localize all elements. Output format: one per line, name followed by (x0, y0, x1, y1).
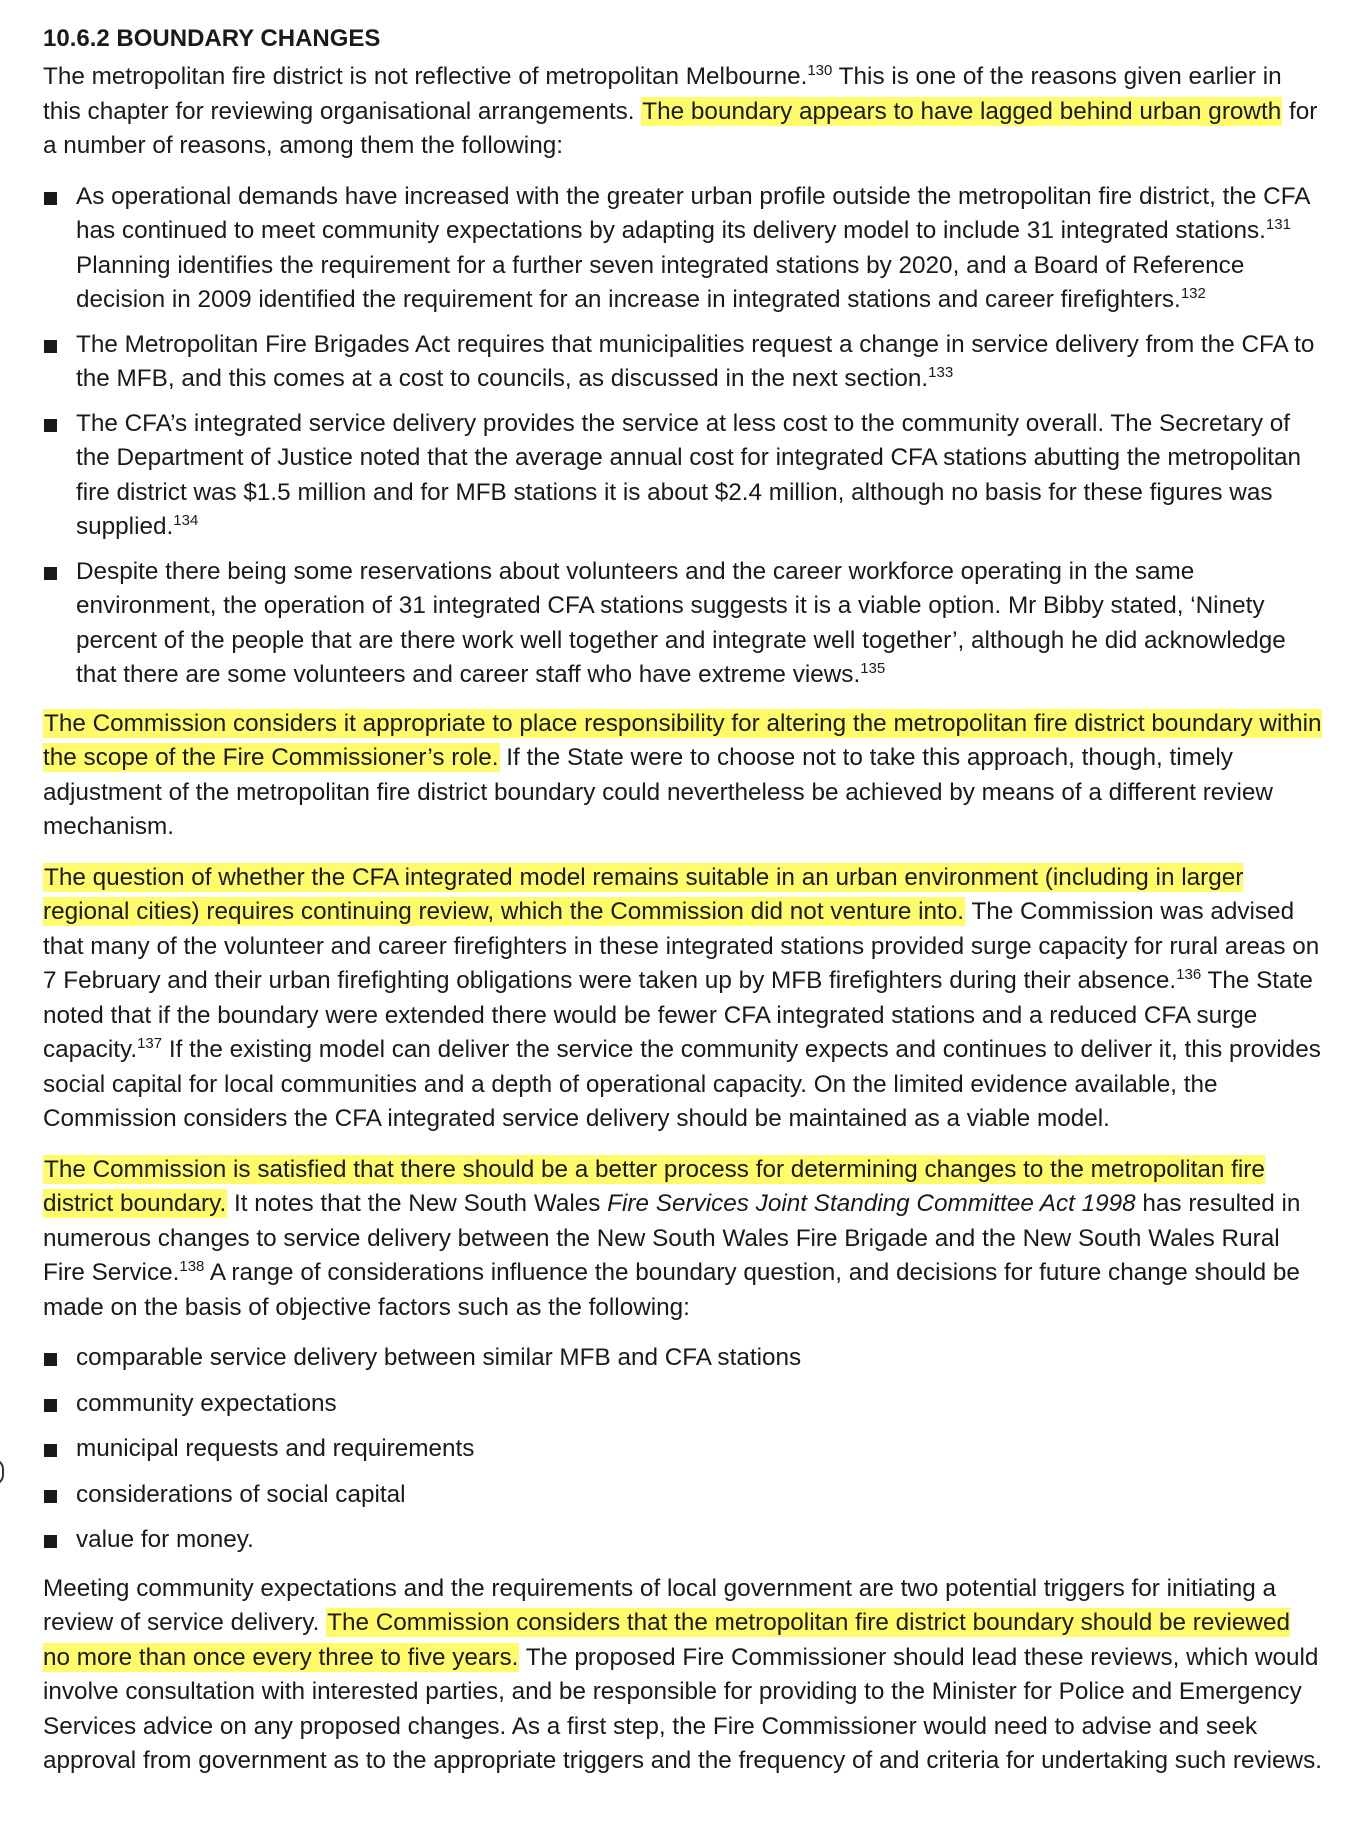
list-item: municipal requests and requirements (43, 1432, 1323, 1467)
footnote-ref[interactable]: 132 (1180, 285, 1206, 302)
section-title: BOUNDARY CHANGES (116, 25, 381, 52)
list-item: The Metropolitan Fire Brigades Act requires that municipalities request a change in service delivery from the CFA to the MFB, and this comes at a cost to councils, as discussed in the next section.$^{133}$ (43, 328, 1323, 397)
square-bullet-icon (44, 340, 57, 353)
square-bullet-icon (44, 1490, 57, 1503)
square-bullet-icon (44, 192, 57, 205)
factors-list (43, 1341, 1323, 1558)
paragraph-review-frequency: Meeting community expectations and the requirements of local government are two potential triggers for initiating a review of service delivery. The Commission considers that the metropolitan fire district boundary should be reviewed no more than once every three to five years. The proposed Fire Commissioner should lead these reviews, which would involve consultation with interested parties, and be responsible for providing to the Minister for Police and Emergency Services advice on any proposed changes. As a first step, the Fire Commissioner would need to advise and seek approval from government as to the appropriate triggers and the frequency of and criteria for undertaking such reviews. (43, 1574, 1322, 1774)
square-bullet-icon (44, 419, 57, 432)
reasons-list (43, 180, 1323, 693)
highlighted-text: The Commission considers that the metropolitan fire district boundary should be reviewed no more than once every three to five years. (43, 1609, 1291, 1671)
highlighted-text: The Commission is satisfied that there should be a better process for determining changes to the metropolitan fire district boundary. (43, 1155, 1265, 1217)
footnote-ref[interactable]: 134 (173, 512, 199, 529)
list-item: The CFA’s integrated service delivery provides the service at less cost to the community overall. The Secretary of the Department of Justice noted that the average annual cost for integrated CFA stations abutting the metropolitan fire district was $1.5 million and for MFB stations it is about $2.4 million, although no basis for these figures was supplied.$^{134}$ (43, 407, 1323, 545)
paragraph-intro: The metropolitan fire district is not reflective of metropolitan Melbourne.$^{130}$ This is one of the reasons given earlier in this chapter for reviewing organisational arrangements. The boundary appears to have lagged behind urban growth for a number of reasons, among them the following: (43, 62, 1318, 159)
list-item: As operational demands have increased with the greater urban profile outside the metropolitan fire district, the CFA has continued to meet community expectations by adapting its delivery model to include 31 integrated stations.$^{131}$ Planning identifies the requirement for a further seven integrated stations by 2020, and a Board of Reference decision in 2009 identified the requirement for an increase in integrated stations and career firefighters.$^{132}$ (43, 180, 1323, 318)
footnote-ref[interactable]: 130 (807, 62, 833, 79)
page-edge-mark (0, 1459, 4, 1485)
square-bullet-icon (44, 1399, 57, 1412)
highlighted-text: The Commission considers it appropriate to place responsibility for altering the metropolitan fire district boundary within the scope of the Fire Commissioner’s role. (43, 709, 1322, 771)
footnote-ref[interactable]: 133 (928, 364, 954, 381)
footnote-ref[interactable]: 135 (860, 660, 886, 677)
list-item: community expectations (43, 1387, 1323, 1422)
list-item: value for money. (43, 1523, 1323, 1558)
highlighted-text: The boundary appears to have lagged behind urban growth (642, 97, 1282, 125)
highlighted-text: The question of whether the CFA integrated model remains suitable in an urban environment (including in larger regional cities) requires continuing review, which the Commission did not venture into. (43, 863, 1244, 925)
footnote-ref[interactable]: 138 (179, 1258, 205, 1275)
list-item: Despite there being some reservations about volunteers and the career workforce operating in the same environment, the operation of 31 integrated CFA stations suggests it is a viable option. Mr Bibby stated, ‘Ninety percent of the people that are there work well together and integrate well together’, although he did acknowledge that there are some volunteers and career staff who have extreme views.$^{135}$ (43, 555, 1323, 693)
section-heading (43, 22, 1323, 56)
square-bullet-icon (44, 567, 57, 580)
square-bullet-icon (44, 1444, 57, 1457)
square-bullet-icon (44, 1535, 57, 1548)
list-item: comparable service delivery between similar MFB and CFA stations (43, 1341, 1323, 1376)
section-number: 10.6.2 (43, 25, 110, 52)
paragraph-responsibility: The Commission considers it appropriate to place responsibility for altering the metropolitan fire district boundary within the scope of the Fire Commissioner’s role. If the State were to choose not to take this approach, though, timely adjustment of the metropolitan fire district boundary could nevertheless be achieved by means of a different review mechanism. (43, 709, 1322, 840)
square-bullet-icon (44, 1353, 57, 1366)
document-page (43, 22, 1323, 1795)
footnote-ref[interactable]: 137 (137, 1035, 163, 1052)
paragraph-integrated-model: The question of whether the CFA integrated model remains suitable in an urban environment (including in larger regional cities) requires continuing review, which the Commission did not venture into. The Commission was advised that many of the volunteer and career firefighters in these integrated stations provided surge capacity for rural areas on 7 February and their urban firefighting obligations were taken up by MFB firefighters during their absence.$^{136}$ The State noted that if the boundary were extended there would be fewer CFA integrated stations and a reduced CFA surge capacity.$^{137}$ If the existing model can deliver the service the community expects and continues to deliver it, this provides social capital for local communities and a depth of operational capacity. On the limited evidence available, the Commission considers the CFA integrated service delivery should be maintained as a viable model. (43, 863, 1321, 1132)
paragraph-better-process: The Commission is satisfied that there should be a better process for determining changes to the metropolitan fire district boundary. It notes that the New South Wales Fire Services Joint Standing Committee Act 1998 has resulted in numerous changes to service delivery between the New South Wales Fire Brigade and the New South Wales Rural Fire Service.$^{138}$ A range of considerations influence the boundary question, and decisions for future change should be made on the basis of objective factors such as the following: (43, 1155, 1301, 1321)
footnote-ref[interactable]: 131 (1265, 216, 1291, 233)
footnote-ref[interactable]: 136 (1176, 966, 1202, 983)
list-item: considerations of social capital (43, 1478, 1323, 1513)
